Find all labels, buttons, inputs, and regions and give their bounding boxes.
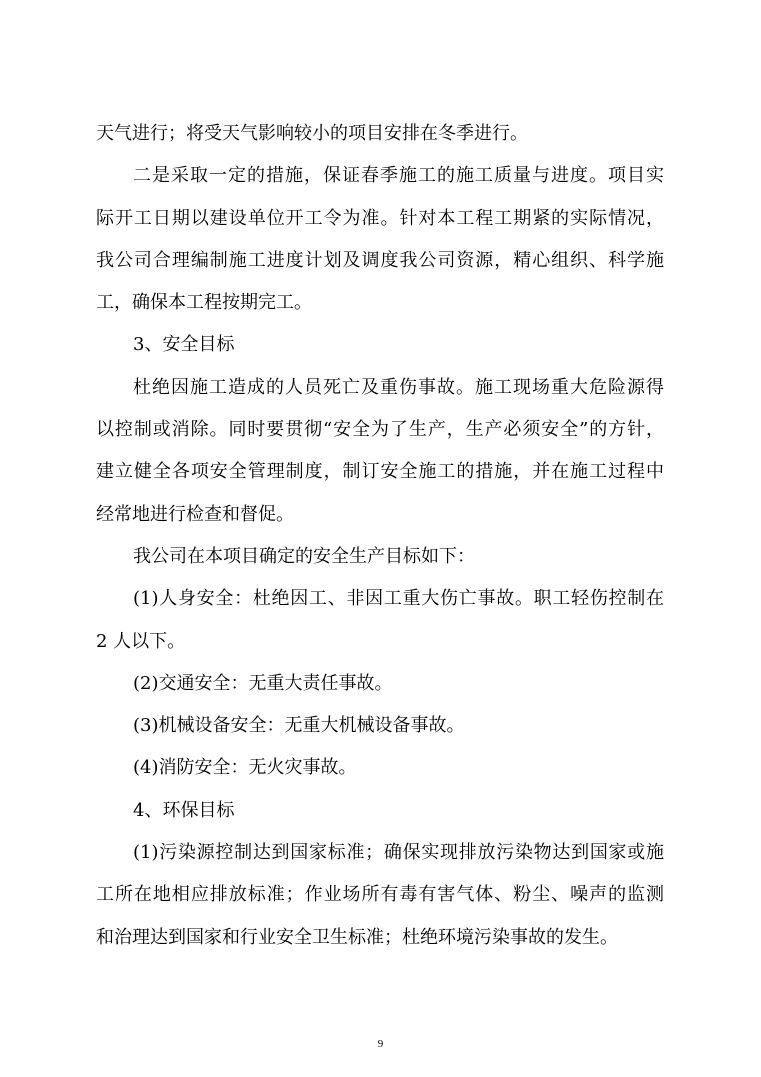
text-line: 建立健全各项安全管理制度，制订安全施工的措施，并在施工过程中 (96, 461, 664, 483)
text-line: 我公司合理编制施工进度计划及调度我公司资源，精心组织、科学施 (96, 249, 664, 271)
text-line: 2 人以下。 (96, 630, 186, 652)
text-line: 际开工日期以建设单位开工令为准。针对本工程工期紧的实际情况， (96, 207, 664, 229)
page-number: 9 (377, 1038, 384, 1050)
list-item: (1)人身安全：杜绝因工、非因工重大伤亡事故。职工轻伤控制在 (133, 588, 664, 610)
text-line: 以控制或消除。同时要贯彻“安全为了生产，生产必须安全”的方针， (96, 419, 664, 441)
text-line: 杜绝因施工造成的人员死亡及重伤事故。施工现场重大危险源得 (133, 376, 664, 398)
text-line: 天气进行；将受天气影响较小的项目安排在冬季进行。 (96, 123, 528, 144)
text-line: 和治理达到国家和行业安全卫生标准；杜绝环境污染事故的发生。 (96, 926, 618, 948)
text-line: 我公司在本项目确定的安全生产目标如下： (133, 545, 475, 567)
text-line: 二是采取一定的措施，保证春季施工的施工质量与进度。项目实 (133, 165, 664, 187)
list-item: (4)消防安全：无火灾事故。 (133, 757, 357, 779)
list-item: (3)机械设备安全：无重大机械设备事故。 (133, 715, 465, 737)
section-heading: 3、安全目标 (133, 334, 235, 356)
section-heading: 4、环保目标 (133, 799, 235, 821)
list-item: (2)交通安全：无重大责任事故。 (133, 672, 393, 694)
text-line: 工，确保本工程按期完工。 (96, 292, 312, 314)
document-body (96, 113, 664, 959)
list-item: (1)污染源控制达到国家标准；确保实现排放污染物达到国家或施 (133, 842, 664, 864)
text-line: 经常地进行检查和督促。 (96, 503, 294, 525)
text-line: 工所在地相应排放标准；作业场所有毒有害气体、粉尘、噪声的监测 (96, 884, 664, 906)
